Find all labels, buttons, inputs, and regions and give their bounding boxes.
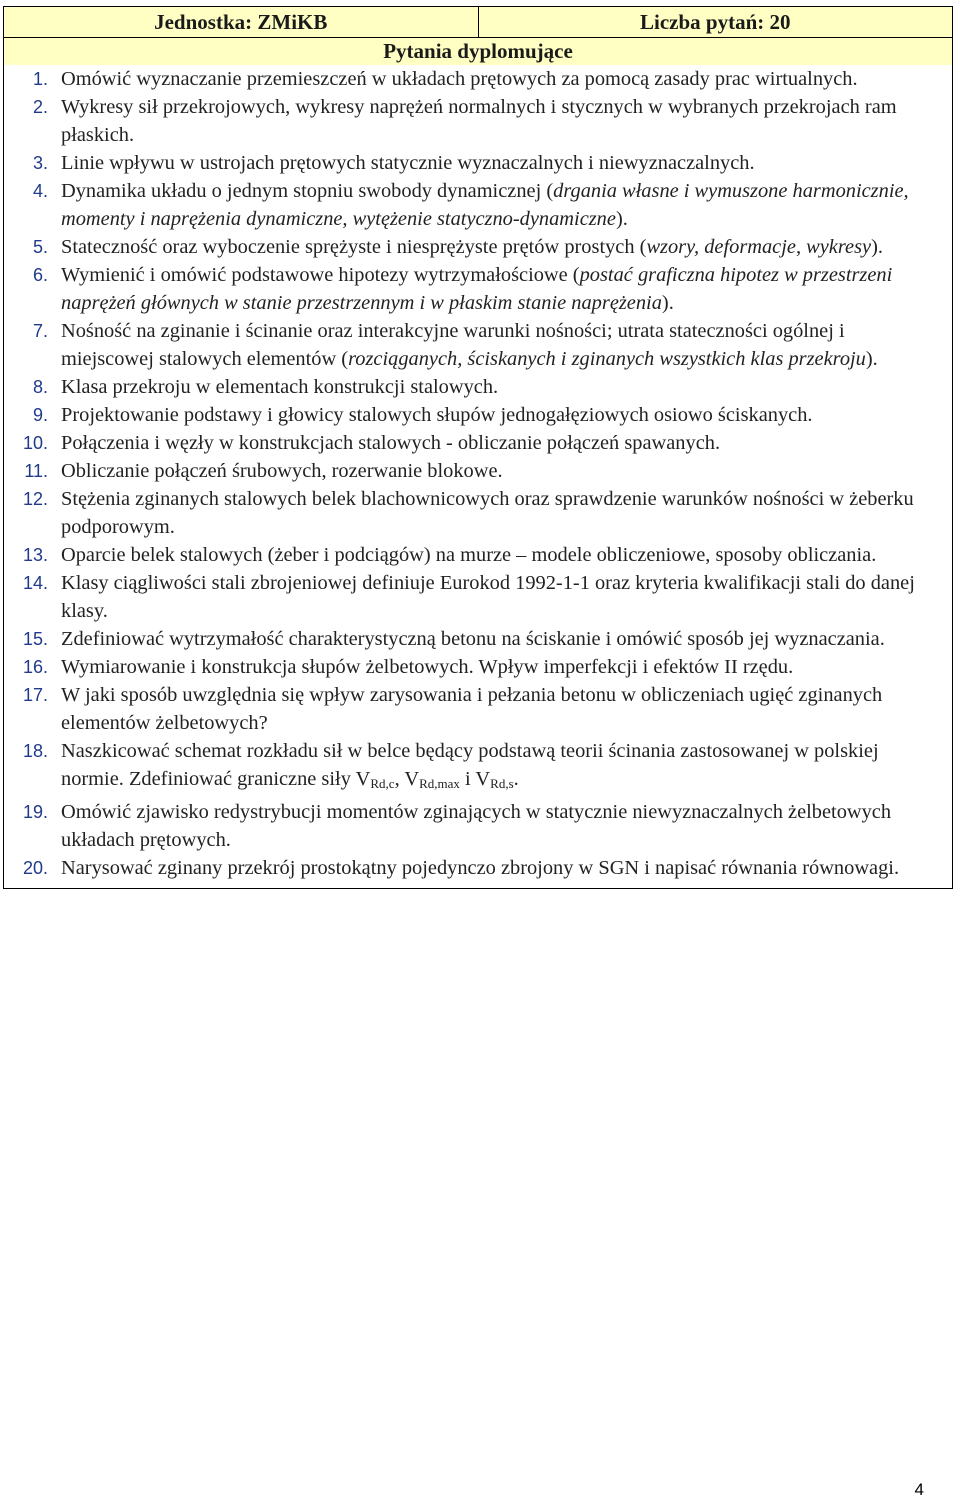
question-text: ). [871, 236, 883, 258]
question-text: Naszkicować schemat rozkładu sił w belce będący podstawą teorii ścinania zastosowanej w polskiej normie. Zdefiniować graniczne siły V [61, 740, 879, 790]
question-text: i V [459, 768, 491, 790]
question-number: 10. [22, 433, 48, 453]
question-text: Stateczność oraz wyboczenie sprężyste i niesprężyste prętów prostych ( [61, 236, 647, 258]
question-text: ). [865, 348, 878, 370]
question-item [4, 149, 952, 177]
question-number: 2. [32, 97, 48, 117]
question-item [4, 737, 952, 798]
question-number: 3. [32, 153, 48, 173]
question-text: Stężenia zginanych stalowych belek blachownicowych oraz sprawdzenie warunków nośności w żeberku podporowym. [61, 488, 914, 538]
question-text: Nośność na zginanie i ścinanie oraz interakcyjne warunki nośności; utrata stateczności ogólnej i miejscowej stalowych elementów ( [61, 320, 845, 370]
page-number: 4 [914, 1480, 924, 1499]
section-title: Pytania dyplomujące [4, 38, 952, 65]
question-text: Omówić wyznaczanie przemieszczeń w układach prętowych za pomocą zasady prac wirtualnych. [61, 68, 858, 90]
question-text: Klasa przekroju w elementach konstrukcji stalowych. [61, 376, 499, 398]
question-item [4, 681, 952, 737]
question-item [4, 233, 952, 261]
question-number: 5. [32, 237, 48, 257]
question-number: 9. [32, 405, 48, 425]
question-text: Projektowanie podstawy i głowicy stalowych słupów jednogałęziowych osiowo ściskanych. [61, 404, 813, 426]
question-item [4, 429, 952, 457]
question-item [4, 373, 952, 401]
question-item [4, 485, 952, 541]
question-item [4, 93, 952, 149]
question-item [4, 854, 952, 882]
question-number: 1. [32, 69, 48, 89]
subscript: Rd,max [419, 776, 460, 791]
question-item [4, 798, 952, 854]
question-count-label: Liczba pytań: 20 [478, 7, 953, 37]
question-text: Wykresy sił przekrojowych, wykresy naprężeń normalnych i stycznych w wybranych przekrojach ram płaskich. [61, 96, 897, 146]
question-text: ). [615, 208, 628, 230]
question-text: Zdefiniować wytrzymałość charakterystyczną betonu na ściskanie i omówić sposób jej wyznaczania. [61, 628, 885, 650]
question-text: , V [394, 768, 420, 790]
question-item [4, 317, 952, 373]
question-number: 11. [24, 461, 48, 481]
question-number: 14. [22, 573, 48, 593]
question-text: Narysować zginany przekrój prostokątny pojedynczo zbrojony w SGN i napisać równania równowagi. [61, 857, 900, 879]
questions-table [3, 6, 953, 889]
question-item [4, 541, 952, 569]
question-text: Wymiarowanie i konstrukcja słupów żelbetowych. Wpływ imperfekcji i efektów II rzędu. [61, 656, 794, 678]
question-text: Wymienić i omówić podstawowe hipotezy wytrzymałościowe ( [61, 264, 580, 286]
question-number: 7. [32, 321, 48, 341]
question-text: Linie wpływu w ustrojach prętowych statycznie wyznaczalnych i niewyznaczalnych. [61, 152, 755, 174]
question-number: 16. [22, 657, 48, 677]
question-number: 20. [22, 858, 48, 878]
question-number: 6. [32, 265, 48, 285]
subscript: Rd,c [370, 776, 395, 791]
question-item [4, 177, 952, 233]
question-item [4, 457, 952, 485]
question-list [4, 65, 952, 888]
question-number: 12. [22, 489, 48, 509]
question-text: Połączenia i węzły w konstrukcjach stalowych - obliczanie połączeń spawanych. [61, 432, 721, 454]
question-text: Oparcie belek stalowych (żeber i podciągów) na murze – modele obliczeniowe, sposoby obliczania. [61, 544, 877, 566]
question-number: 17. [22, 685, 48, 705]
subscript: Rd,s [490, 776, 514, 791]
question-item [4, 261, 952, 317]
question-number: 18. [22, 741, 48, 761]
question-text-italic: postać graficzna hipotez w przestrzeni naprężeń głównych w stanie przestrzennym i w płaskim stanie naprężenia [61, 264, 893, 314]
question-item [4, 401, 952, 429]
question-text: Klasy ciągliwości stali zbrojeniowej definiuje Eurokod 1992-1-1 oraz kryteria kwalifikacji stali do danej klasy. [61, 572, 915, 622]
header-row [4, 7, 952, 38]
question-text-italic: rozciąganych, ściskanych i zginanych wszystkich klas przekroju [348, 348, 866, 370]
question-item [4, 625, 952, 653]
question-text: ). [661, 292, 674, 314]
question-item [4, 653, 952, 681]
question-item [4, 569, 952, 625]
question-text-italic: wzory, deformacje, wykresy [646, 236, 872, 258]
question-text: W jaki sposób uwzględnia się wpływ zarysowania i pełzania betonu w obliczeniach ugięć zginanych elementów żelbetowych? [61, 684, 883, 734]
question-text: . [513, 768, 519, 790]
question-text: Obliczanie połączeń śrubowych, rozerwanie blokowe. [61, 460, 503, 482]
question-number: 15. [22, 629, 48, 649]
question-item [4, 65, 952, 93]
question-number: 8. [32, 377, 48, 397]
question-text: Omówić zjawisko redystrybucji momentów zginających w statycznie niewyznaczalnych żelbetowych układach prętowych. [61, 801, 892, 851]
unit-label: Jednostka: ZMiKB [154, 9, 328, 34]
question-text: Dynamika układu o jednym stopniu swobody dynamicznej ( [61, 180, 554, 202]
question-text-italic: drgania własne i wymuszone harmonicznie, momenty i naprężenia dynamiczne, wytężenie statyczno-dynamiczne [61, 180, 909, 230]
question-number: 4. [32, 181, 48, 201]
question-number: 19. [22, 802, 48, 822]
question-number: 13. [22, 545, 48, 565]
